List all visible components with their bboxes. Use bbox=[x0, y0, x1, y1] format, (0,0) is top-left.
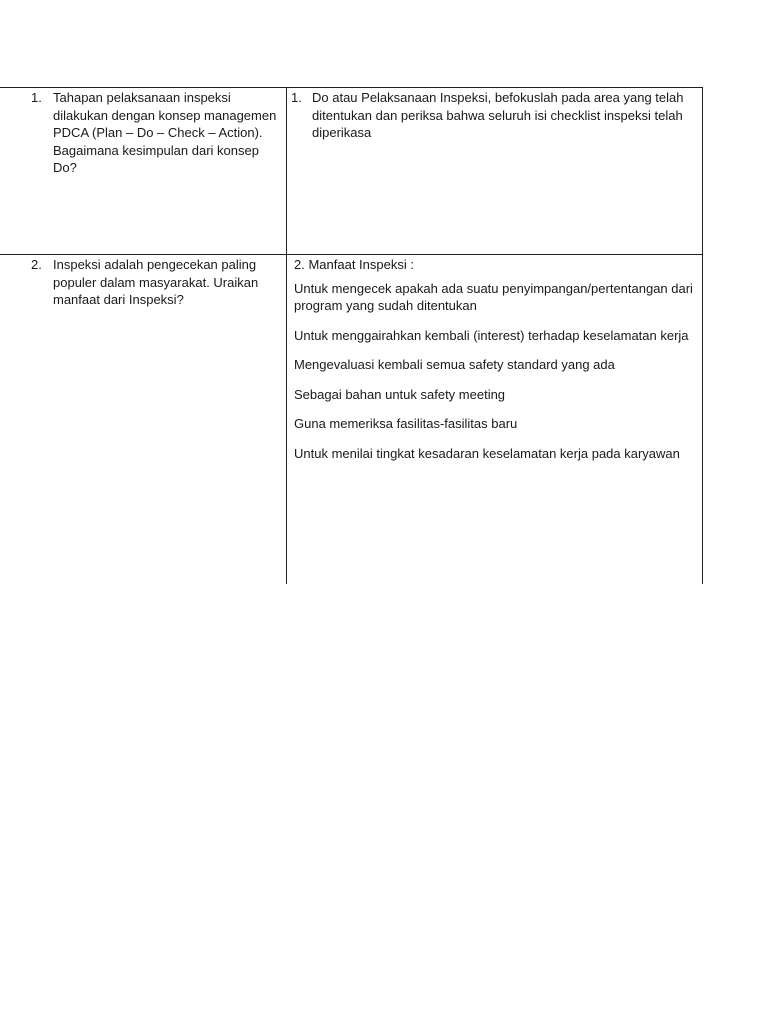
answer-text: Do atau Pelaksanaan Inspeksi, befokuslah pada area yang telah ditentukan dan periksa bahwa seluruh isi checklist inspeksi telah diperikasa bbox=[312, 90, 684, 140]
question-number: 1. bbox=[31, 90, 42, 105]
answer-cell bbox=[287, 88, 703, 255]
answer-number: 1. bbox=[291, 90, 302, 105]
benefit-item: Untuk menggairahkan kembali (interest) terhadap keselamatan kerja bbox=[294, 327, 689, 343]
question-number: 2. bbox=[31, 257, 42, 272]
benefit-item: Untuk menilai tingkat kesadaran keselamatan kerja pada karyawan bbox=[294, 445, 680, 461]
benefit-item: Untuk mengecek apakah ada suatu penyimpangan/pertentangan dari program yang sudah ditentukan bbox=[294, 280, 693, 313]
question-cell bbox=[0, 88, 287, 255]
answer-heading: 2. Manfaat Inspeksi : bbox=[294, 257, 414, 272]
answer-cell bbox=[287, 255, 703, 585]
qa-table bbox=[0, 87, 703, 584]
table-row bbox=[0, 255, 703, 585]
benefit-item: Guna memeriksa fasilitas-fasilitas baru bbox=[294, 416, 518, 431]
question-text: Inspeksi adalah pengecekan paling populer dalam masyarakat. Uraikan manfaat dari Inspeksi? bbox=[53, 257, 259, 307]
question-cell bbox=[0, 255, 287, 585]
benefit-item: Mengevaluasi kembali semua safety standard yang ada bbox=[294, 357, 615, 372]
table-row bbox=[0, 88, 703, 255]
benefit-item: Sebagai bahan untuk safety meeting bbox=[294, 386, 506, 402]
question-text: Tahapan pelaksanaan inspeksi dilakukan dengan konsep managemen PDCA (Plan – Do – Check – Action). Bagaimana kesimpulan dari konsep Do? bbox=[53, 90, 277, 175]
